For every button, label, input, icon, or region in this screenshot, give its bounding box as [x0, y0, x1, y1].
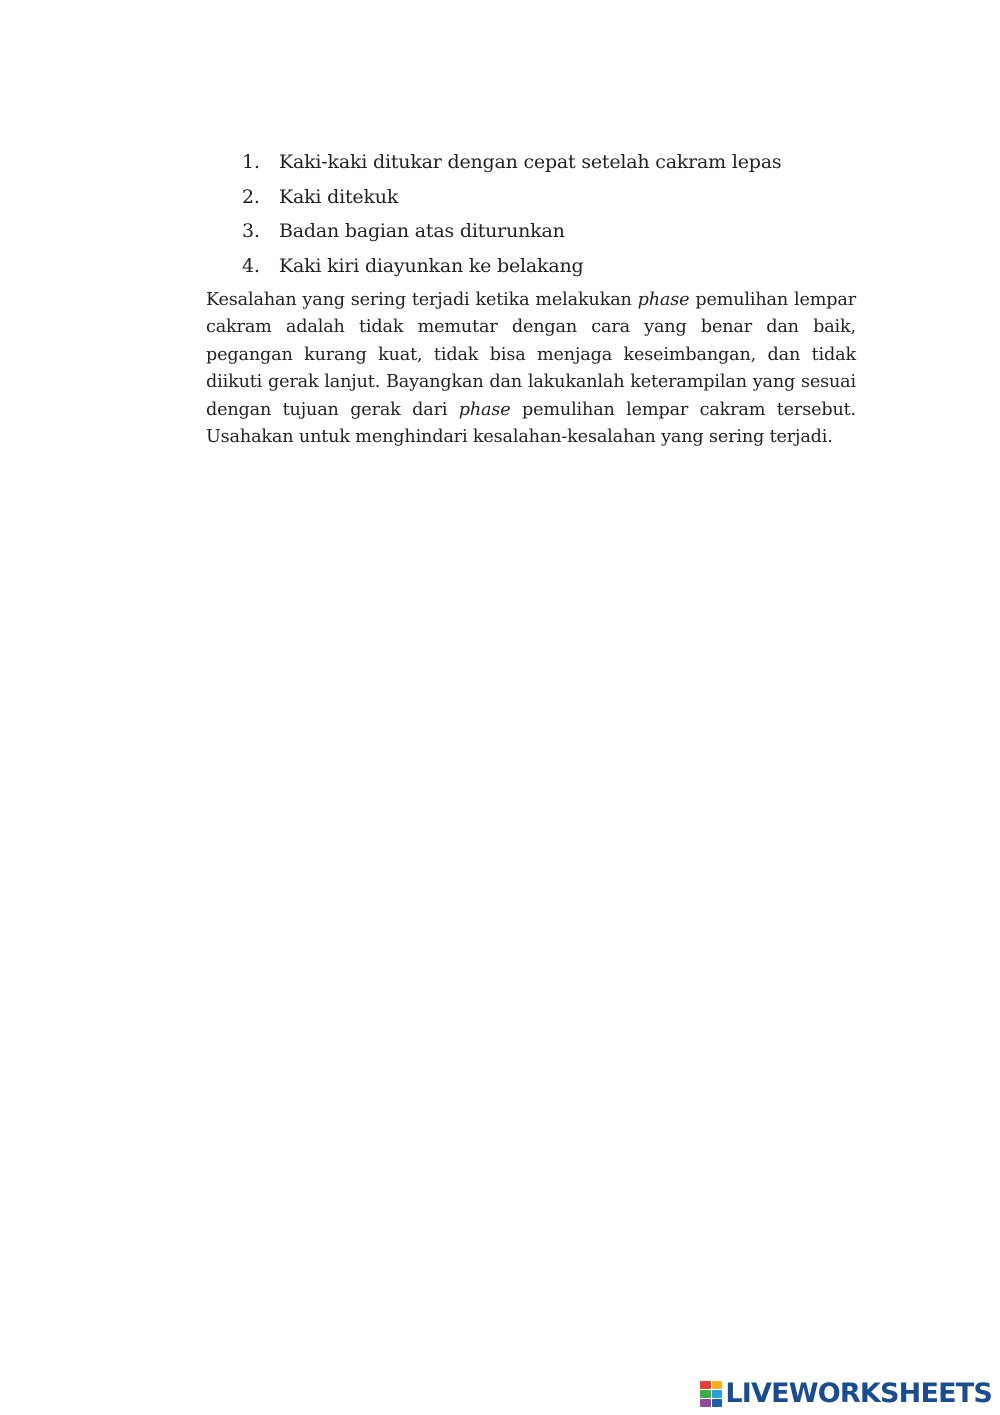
- paragraph-text: pemulihan lempar cakram tersebut. Usahakan untuk menghindari kesalahan-kesalahan yang sering terjadi.: [206, 399, 856, 448]
- paragraph-emphasis: phase: [458, 399, 511, 420]
- paragraph-text: Kesalahan yang sering terjadi ketika melakukan: [206, 290, 638, 310]
- step-text: Kaki kiri diayunkan ke belakang: [279, 254, 584, 277]
- paragraph-emphasis: phase: [637, 290, 690, 310]
- list-item: [206, 249, 856, 284]
- list-item: [206, 180, 856, 215]
- step-text: Kaki-kaki ditukar dengan cepat setelah cakram lepas: [279, 151, 782, 173]
- brand-name: LIVEWORKSHEETS: [725, 1378, 992, 1409]
- step-number: 2.: [242, 185, 260, 208]
- liveworksheets-branding: [700, 1377, 992, 1411]
- list-item: [206, 214, 856, 249]
- document-content: [206, 145, 856, 451]
- step-number: 1.: [242, 151, 260, 173]
- step-text: Badan bagian atas diturunkan: [279, 220, 565, 242]
- paragraph-text: pemulihan lempar cakram adalah tidak memutar dengan cara yang benar dan baik, pegangan kurang kuat, tidak bisa menjaga keseimbangan, dan tidak diikuti gerak lanjut. Bayangkan dan lakukanlah keterampilan yang sesuai dengan tujuan gerak dari: [206, 290, 856, 420]
- step-number: 3.: [242, 220, 260, 242]
- liveworksheets-logo-icon: [700, 1381, 722, 1407]
- step-number: 4.: [242, 254, 260, 277]
- step-text: Kaki ditekuk: [279, 185, 399, 208]
- body-paragraph: [206, 287, 856, 451]
- list-item: [206, 145, 856, 180]
- steps-list: [206, 145, 856, 283]
